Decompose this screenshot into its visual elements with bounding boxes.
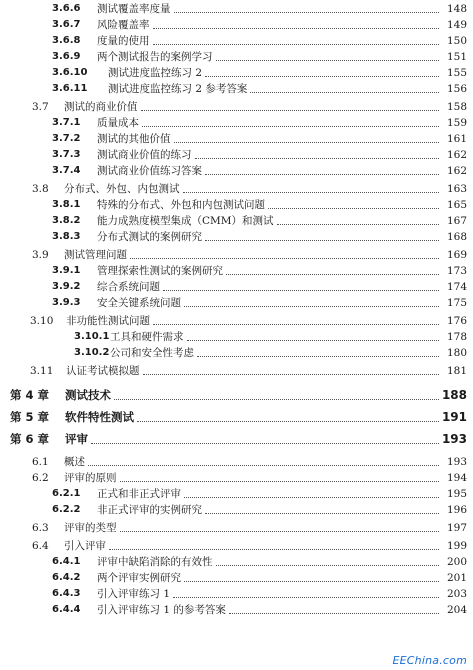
toc-entry-title: 测试的其他价值	[97, 133, 171, 145]
toc-entry-title: 两个测试报告的案例学习	[97, 51, 213, 63]
toc-entry	[0, 470, 473, 486]
toc-entry-title: 评审中缺陷消除的有效性	[97, 556, 213, 568]
toc-entry-title: 质量成本	[97, 117, 139, 129]
dot-leader	[277, 224, 439, 225]
toc-entry-title: 评审的原则	[64, 472, 117, 484]
toc-entry-page-number: 203	[446, 588, 467, 600]
toc-entry	[0, 131, 473, 147]
dot-leader	[91, 443, 439, 444]
dot-leader	[173, 597, 439, 598]
dot-leader	[141, 110, 439, 111]
toc-entry-number: 6.4.1	[52, 556, 81, 567]
toc-entry	[0, 486, 473, 502]
toc-entry-number: 6.4.4	[52, 604, 81, 615]
toc-entry-page-number: 191	[441, 410, 467, 424]
dot-leader	[184, 497, 439, 498]
toc-entry-number: 6.4	[32, 540, 49, 552]
toc-entry-page-number: 148	[446, 3, 467, 15]
toc-entry	[0, 65, 473, 81]
toc-entry-number: 3.6.9	[52, 51, 81, 62]
toc-entry	[0, 363, 473, 379]
toc-entry	[0, 602, 473, 618]
toc-entry-title: 公司和安全性考虑	[110, 347, 194, 359]
toc-entry-number: 3.10.2	[74, 347, 110, 358]
dot-leader	[268, 208, 439, 209]
toc-entry-page-number: 199	[446, 540, 467, 552]
toc-entry-number: 3.8.1	[52, 199, 81, 210]
toc-entry	[0, 147, 473, 163]
toc-entry-title: 工具和硬件需求	[110, 331, 184, 343]
dot-leader	[250, 92, 439, 93]
toc-entry-title: 评审	[65, 432, 88, 446]
toc-entry-number: 第 5 章	[10, 410, 50, 424]
toc-entry-number: 6.1	[32, 456, 49, 468]
toc-entry-number: 6.3	[32, 522, 49, 534]
toc-entry-title: 引入评审	[64, 540, 106, 552]
toc-chapter-entry	[0, 429, 473, 449]
dot-leader	[163, 290, 439, 291]
toc-entry-number: 第 4 章	[10, 388, 50, 402]
toc-entry-title: 概述	[64, 456, 85, 468]
toc-entry-title: 安全关键系统问题	[97, 297, 181, 309]
toc-entry-title: 管理探索性测试的案例研究	[97, 265, 223, 277]
toc-entry-number: 第 6 章	[10, 432, 50, 446]
dot-leader	[226, 274, 439, 275]
toc-entry-number: 3.8.2	[52, 215, 81, 226]
dot-leader	[114, 399, 439, 400]
toc-entry-page-number: 159	[446, 117, 467, 129]
toc-entry	[0, 49, 473, 65]
toc-entry-title: 测试商业价值的练习	[97, 149, 192, 161]
toc-entry	[0, 33, 473, 49]
toc-entry-title: 软件特性测试	[65, 410, 134, 424]
toc-entry	[0, 279, 473, 295]
toc-entry-number: 3.6.8	[52, 35, 81, 46]
toc-entry	[0, 295, 473, 311]
toc-entry-page-number: 158	[446, 101, 467, 113]
dot-leader	[153, 324, 439, 325]
toc-entry-number: 3.7	[32, 101, 49, 113]
dot-leader	[205, 513, 439, 514]
toc-entry-number: 3.8.3	[52, 231, 81, 242]
toc-entry-page-number: 197	[446, 522, 467, 534]
toc-entry	[0, 586, 473, 602]
toc-entry-number: 6.2	[32, 472, 49, 484]
toc-entry	[0, 1, 473, 17]
toc-entry-title: 度量的使用	[97, 35, 150, 47]
toc-entry	[0, 502, 473, 518]
dot-leader	[153, 28, 439, 29]
toc-entry-number: 3.6.11	[52, 83, 88, 94]
toc-entry	[0, 570, 473, 586]
toc-entry-number: 6.4.2	[52, 572, 81, 583]
toc-entry-page-number: 173	[446, 265, 467, 277]
dot-leader	[120, 481, 439, 482]
toc-entry-title: 能力成熟度模型集成（CMM）和测试	[97, 215, 274, 227]
toc-entry-number: 3.7.1	[52, 117, 81, 128]
toc-entry-page-number: 200	[446, 556, 467, 568]
toc-entry-page-number: 175	[446, 297, 467, 309]
toc-entry	[0, 197, 473, 213]
toc-entry-number: 3.7.2	[52, 133, 81, 144]
dot-leader	[184, 581, 439, 582]
toc-entry-page-number: 204	[446, 604, 467, 616]
dot-leader	[143, 374, 439, 375]
toc-entry-number: 3.9	[32, 249, 49, 261]
toc-entry	[0, 520, 473, 536]
toc-entry-number: 3.9.1	[52, 265, 81, 276]
toc-entry-title: 正式和非正式评审	[97, 488, 181, 500]
toc-entry	[0, 99, 473, 115]
toc-entry-number: 3.8	[32, 183, 49, 195]
toc-entry-page-number: 161	[446, 133, 467, 145]
dot-leader	[120, 531, 439, 532]
dot-leader	[130, 258, 439, 259]
toc-entry-title: 评审的类型	[64, 522, 117, 534]
toc-entry	[0, 213, 473, 229]
toc-entry-title: 测试覆盖率度量	[97, 3, 171, 15]
toc-entry-number: 3.7.3	[52, 149, 81, 160]
toc-entry-page-number: 162	[446, 165, 467, 177]
toc-entry-number: 3.6.6	[52, 3, 81, 14]
toc-entry-number: 3.6.7	[52, 19, 81, 30]
toc-entry-number: 3.10.1	[74, 331, 110, 342]
toc-entry-page-number: 162	[446, 149, 467, 161]
toc-entry-number: 6.2.2	[52, 504, 81, 515]
toc-entry	[0, 181, 473, 197]
toc-entry-page-number: 151	[446, 51, 467, 63]
toc-entry-page-number: 178	[446, 331, 467, 343]
toc-entry-page-number: 201	[446, 572, 467, 584]
toc-entry-page-number: 150	[446, 35, 467, 47]
toc-entry-page-number: 196	[446, 504, 467, 516]
toc-chapter-entry	[0, 407, 473, 427]
toc-entry	[0, 81, 473, 97]
toc-entry-title: 风险覆盖率	[97, 19, 150, 31]
toc-entry-title: 引入评审练习 1	[97, 588, 171, 600]
toc-entry-page-number: 149	[446, 19, 467, 31]
toc-entry-number: 3.9.3	[52, 297, 81, 308]
toc-entry-title: 测试商业价值练习答案	[97, 165, 202, 177]
toc-entry	[0, 17, 473, 33]
toc-entry-title: 测试管理问题	[64, 249, 127, 261]
toc-entry-page-number: 180	[446, 347, 467, 359]
toc-entry	[0, 454, 473, 470]
toc-entry-title: 非功能性测试问题	[66, 315, 150, 327]
dot-leader	[153, 44, 439, 45]
toc-chapter-entry	[0, 385, 473, 405]
dot-leader	[205, 240, 439, 241]
toc-entry-number: 3.11	[30, 365, 54, 377]
dot-leader	[197, 356, 439, 357]
toc-entry	[0, 115, 473, 131]
dot-leader	[88, 465, 439, 466]
dot-leader	[229, 613, 439, 614]
dot-leader	[184, 306, 439, 307]
dot-leader	[216, 565, 439, 566]
toc-entry-number: 3.9.2	[52, 281, 81, 292]
toc-entry-number: 3.7.4	[52, 165, 81, 176]
toc-entry-page-number: 188	[441, 388, 467, 402]
toc-entry-page-number: 165	[446, 199, 467, 211]
toc-entry-number: 3.10	[30, 315, 54, 327]
toc-entry-page-number: 176	[446, 315, 467, 327]
toc-entry-title: 引入评审练习 1 的参考答案	[97, 604, 226, 616]
toc-entry	[0, 163, 473, 179]
dot-leader	[174, 12, 439, 13]
dot-leader	[205, 76, 439, 77]
toc-entry	[0, 247, 473, 263]
toc-entry	[0, 345, 473, 361]
toc-entry-title: 特殊的分布式、外包和内包测试问题	[97, 199, 265, 211]
toc-entry-page-number: 195	[446, 488, 467, 500]
toc-entry-page-number: 163	[446, 183, 467, 195]
toc-entry-page-number: 193	[441, 432, 467, 446]
dot-leader	[183, 192, 439, 193]
toc-entry-page-number: 155	[446, 67, 467, 79]
dot-leader	[137, 421, 439, 422]
toc-entry-number: 6.2.1	[52, 488, 81, 499]
toc-entry-title: 两个评审实例研究	[97, 572, 181, 584]
toc-entry-number: 3.6.10	[52, 67, 88, 78]
toc-entry-page-number: 194	[446, 472, 467, 484]
toc-entry-page-number: 156	[446, 83, 467, 95]
dot-leader	[142, 126, 439, 127]
toc-entry-title: 综合系统问题	[97, 281, 160, 293]
dot-leader	[187, 340, 439, 341]
dot-leader	[109, 549, 439, 550]
toc-entry-title: 测试进度监控练习 2 参考答案	[108, 83, 248, 95]
dot-leader	[205, 174, 439, 175]
toc-entry	[0, 554, 473, 570]
toc-entry	[0, 538, 473, 554]
toc-entry	[0, 313, 473, 329]
toc-entry	[0, 229, 473, 245]
toc-entry-title: 认证考试模拟题	[66, 365, 140, 377]
toc-entry	[0, 329, 473, 345]
dot-leader	[174, 142, 439, 143]
toc-entry-title: 测试的商业价值	[64, 101, 138, 113]
toc-entry-title: 非正式评审的实例研究	[97, 504, 202, 516]
toc-entry-title: 分布式、外包、内包测试	[64, 183, 180, 195]
toc-entry-title: 测试技术	[65, 388, 111, 402]
toc-entry-title: 分布式测试的案例研究	[97, 231, 202, 243]
dot-leader	[195, 158, 439, 159]
toc-entry-page-number: 167	[446, 215, 467, 227]
dot-leader	[216, 60, 439, 61]
toc-entry-page-number: 174	[446, 281, 467, 293]
toc-entry-page-number: 168	[446, 231, 467, 243]
toc-entry-page-number: 169	[446, 249, 467, 261]
toc-entry-title: 测试进度监控练习 2	[108, 67, 203, 79]
toc-entry-number: 6.4.3	[52, 588, 81, 599]
toc-entry-page-number: 181	[446, 365, 467, 377]
toc-entry	[0, 263, 473, 279]
toc-entry-page-number: 193	[446, 456, 467, 468]
watermark-logo: EEChina.com	[392, 654, 467, 667]
